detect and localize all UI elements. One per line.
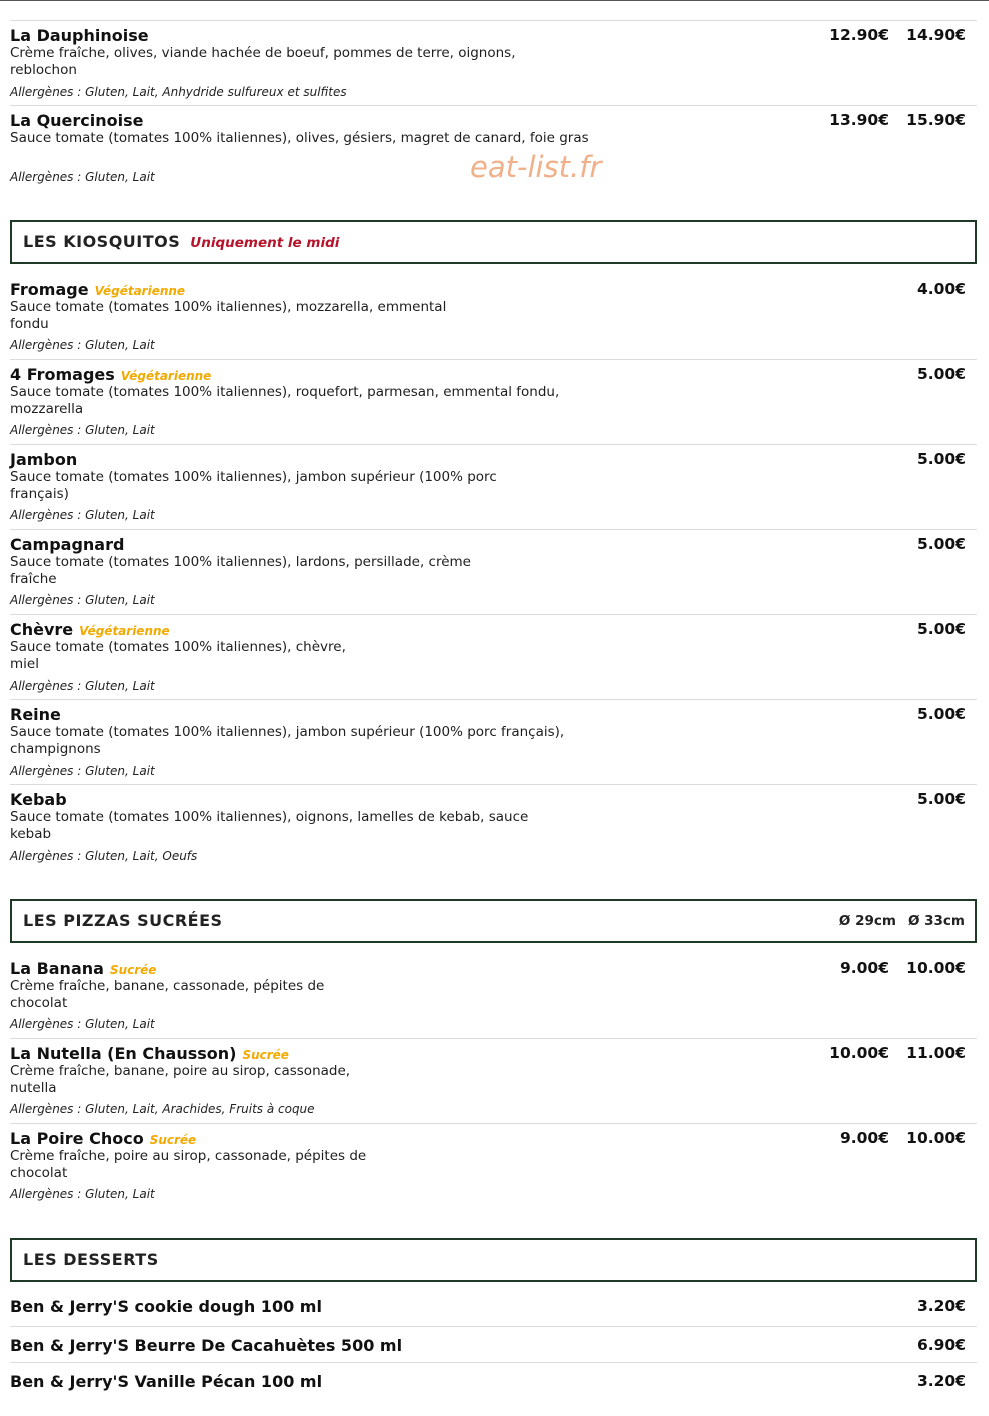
item-divider bbox=[10, 529, 977, 530]
item-divider bbox=[10, 1362, 977, 1363]
item-tag: Sucrée bbox=[109, 963, 157, 977]
item-name-text: La Banana bbox=[10, 959, 104, 978]
item-name-text: Jambon bbox=[10, 450, 78, 469]
dessert-item bbox=[10, 1326, 977, 1361]
item-divider bbox=[10, 1038, 977, 1039]
item-allergens: Allergènes : Gluten, Lait bbox=[10, 593, 155, 607]
item-tag: Sucrée bbox=[149, 1133, 197, 1147]
menu-item-kebab bbox=[10, 784, 977, 869]
item-name bbox=[10, 280, 185, 299]
item-divider bbox=[10, 359, 977, 360]
item-allergens: Allergènes : Gluten, Lait, Oeufs bbox=[10, 849, 198, 863]
top-divider bbox=[0, 0, 989, 1]
item-tag: Végétarienne bbox=[94, 284, 186, 298]
item-name-text: La Poire Choco bbox=[10, 1129, 144, 1148]
item-name: La Quercinoise bbox=[10, 111, 144, 130]
dessert-name: Ben & Jerry'S Beurre De Cacahuètes 500 ml bbox=[10, 1336, 403, 1355]
item-allergens: Allergènes : Gluten, Lait bbox=[10, 338, 155, 352]
item-name-text: Reine bbox=[10, 705, 61, 724]
size-29: Ø 29cm bbox=[838, 913, 896, 929]
item-name-text: 4 Fromages bbox=[10, 365, 115, 384]
item-price: 5.00€ bbox=[916, 620, 966, 638]
item-name bbox=[10, 535, 124, 554]
item-price: 5.00€ bbox=[916, 450, 966, 468]
menu-item-chevre bbox=[10, 614, 977, 699]
item-price-33: 10.00€ bbox=[906, 959, 966, 977]
item-price-33: 15.90€ bbox=[906, 111, 966, 129]
item-description: Sauce tomate (tomates 100% italiennes), roquefort, parmesan, emmental fondu, mozzarella bbox=[10, 384, 560, 417]
item-price: 5.00€ bbox=[916, 790, 966, 808]
menu-item-jambon bbox=[10, 444, 977, 529]
item-name bbox=[10, 790, 67, 809]
dessert-item bbox=[10, 1287, 977, 1322]
size-header bbox=[839, 913, 965, 929]
section-title: LES PIZZAS SUCRÉES bbox=[23, 911, 223, 930]
item-price-33: 10.00€ bbox=[906, 1129, 966, 1147]
item-name-text: La Nutella (En Chausson) bbox=[10, 1044, 237, 1063]
item-description: Sauce tomate (tomates 100% italiennes), jambon supérieur (100% porc français), champignons bbox=[10, 724, 565, 757]
item-allergens: Allergènes : Gluten, Lait bbox=[10, 423, 155, 437]
item-allergens: Allergènes : Gluten, Lait, Arachides, Fruits à coque bbox=[10, 1102, 315, 1116]
item-price-29: 10.00€ bbox=[829, 1044, 889, 1062]
item-name bbox=[10, 705, 61, 724]
item-price: 5.00€ bbox=[916, 535, 966, 553]
item-name bbox=[10, 450, 77, 469]
item-allergens: Allergènes : Gluten, Lait bbox=[10, 679, 155, 693]
item-description: Crème fraîche, olives, viande hachée de boeuf, pommes de terre, oignons, reblochon bbox=[10, 45, 516, 78]
item-description: Crème fraîche, banane, cassonade, pépites de chocolat bbox=[10, 978, 325, 1011]
item-allergens: Allergènes : Gluten, Lait bbox=[10, 764, 155, 778]
item-price: 4.00€ bbox=[916, 280, 966, 298]
item-allergens: Allergènes : Gluten, Lait, Anhydride sulfureux et sulfites bbox=[10, 85, 347, 99]
item-description: Sauce tomate (tomates 100% italiennes), chèvre, miel bbox=[10, 639, 346, 672]
menu-item-nutella bbox=[10, 1038, 977, 1123]
item-divider bbox=[10, 444, 977, 445]
item-description: Sauce tomate (tomates 100% italiennes), lardons, persillade, crème fraîche bbox=[10, 554, 471, 587]
item-description: Sauce tomate (tomates 100% italiennes), oignons, lamelles de kebab, sauce kebab bbox=[10, 809, 529, 842]
item-name-text: Chèvre bbox=[10, 620, 74, 639]
item-price-29: 13.90€ bbox=[829, 111, 889, 129]
item-name bbox=[10, 1129, 196, 1148]
item-divider bbox=[10, 699, 977, 700]
item-price-33: 11.00€ bbox=[906, 1044, 966, 1062]
dessert-price: 3.20€ bbox=[916, 1297, 966, 1315]
item-name bbox=[10, 959, 156, 978]
dessert-price: 6.90€ bbox=[916, 1336, 966, 1354]
menu-item-poire-choco bbox=[10, 1123, 977, 1208]
section-title: LES DESSERTS bbox=[23, 1250, 159, 1269]
item-divider bbox=[10, 1326, 977, 1327]
dessert-item bbox=[10, 1362, 977, 1397]
item-price: 5.00€ bbox=[916, 705, 966, 723]
item-name: La Dauphinoise bbox=[10, 26, 149, 45]
section-header-kiosquitos bbox=[10, 220, 977, 264]
menu-item-campagnard bbox=[10, 529, 977, 614]
menu-item-dauphinoise bbox=[10, 20, 977, 105]
item-divider bbox=[10, 784, 977, 785]
section-header-desserts bbox=[10, 1238, 977, 1282]
item-name-text: Campagnard bbox=[10, 535, 125, 554]
item-description: Sauce tomate (tomates 100% italiennes), olives, gésiers, magret de canard, foie gras bbox=[10, 130, 589, 146]
dessert-price: 3.20€ bbox=[916, 1372, 966, 1390]
item-price-29: 9.00€ bbox=[839, 1129, 889, 1147]
item-name-text: Fromage bbox=[10, 280, 89, 299]
item-price-29: 12.90€ bbox=[829, 26, 889, 44]
item-name bbox=[10, 365, 211, 384]
item-divider bbox=[10, 1123, 977, 1124]
section-title bbox=[23, 232, 339, 251]
item-description: Crème fraîche, banane, poire au sirop, cassonade, nutella bbox=[10, 1063, 351, 1096]
menu-item-fromage bbox=[10, 274, 977, 359]
section-header-pizzas-sucrees bbox=[10, 899, 977, 943]
item-name bbox=[10, 1044, 289, 1063]
item-price: 5.00€ bbox=[916, 365, 966, 383]
watermark: eat-list.fr bbox=[470, 150, 602, 184]
item-tag: Végétarienne bbox=[120, 369, 212, 383]
item-divider bbox=[10, 105, 977, 106]
item-tag: Sucrée bbox=[242, 1048, 289, 1062]
item-description: Crème fraîche, poire au sirop, cassonade, pépites de chocolat bbox=[10, 1148, 367, 1181]
item-description: Sauce tomate (tomates 100% italiennes), mozzarella, emmental fondu bbox=[10, 299, 447, 332]
menu-item-banana bbox=[10, 953, 977, 1038]
item-name bbox=[10, 620, 170, 639]
section-note: Uniquement le midi bbox=[190, 235, 340, 251]
size-33: Ø 33cm bbox=[907, 913, 965, 929]
item-allergens: Allergènes : Gluten, Lait bbox=[10, 1017, 155, 1031]
item-divider bbox=[10, 614, 977, 615]
item-description: Sauce tomate (tomates 100% italiennes), jambon supérieur (100% porc français) bbox=[10, 469, 497, 502]
item-allergens: Allergènes : Gluten, Lait bbox=[10, 1187, 155, 1201]
item-price-29: 9.00€ bbox=[839, 959, 889, 977]
item-name-text: Kebab bbox=[10, 790, 67, 809]
dessert-name: Ben & Jerry'S cookie dough 100 ml bbox=[10, 1297, 322, 1316]
item-tag: Végétarienne bbox=[79, 624, 170, 638]
section-title-text: LES KIOSQUITOS bbox=[23, 232, 181, 251]
item-allergens: Allergènes : Gluten, Lait bbox=[10, 170, 155, 184]
menu-item-reine bbox=[10, 699, 977, 784]
dessert-name: Ben & Jerry'S Vanille Pécan 100 ml bbox=[10, 1372, 323, 1391]
item-divider bbox=[10, 20, 977, 21]
menu-item-4-fromages bbox=[10, 359, 977, 444]
item-price-33: 14.90€ bbox=[906, 26, 966, 44]
item-allergens: Allergènes : Gluten, Lait bbox=[10, 508, 155, 522]
